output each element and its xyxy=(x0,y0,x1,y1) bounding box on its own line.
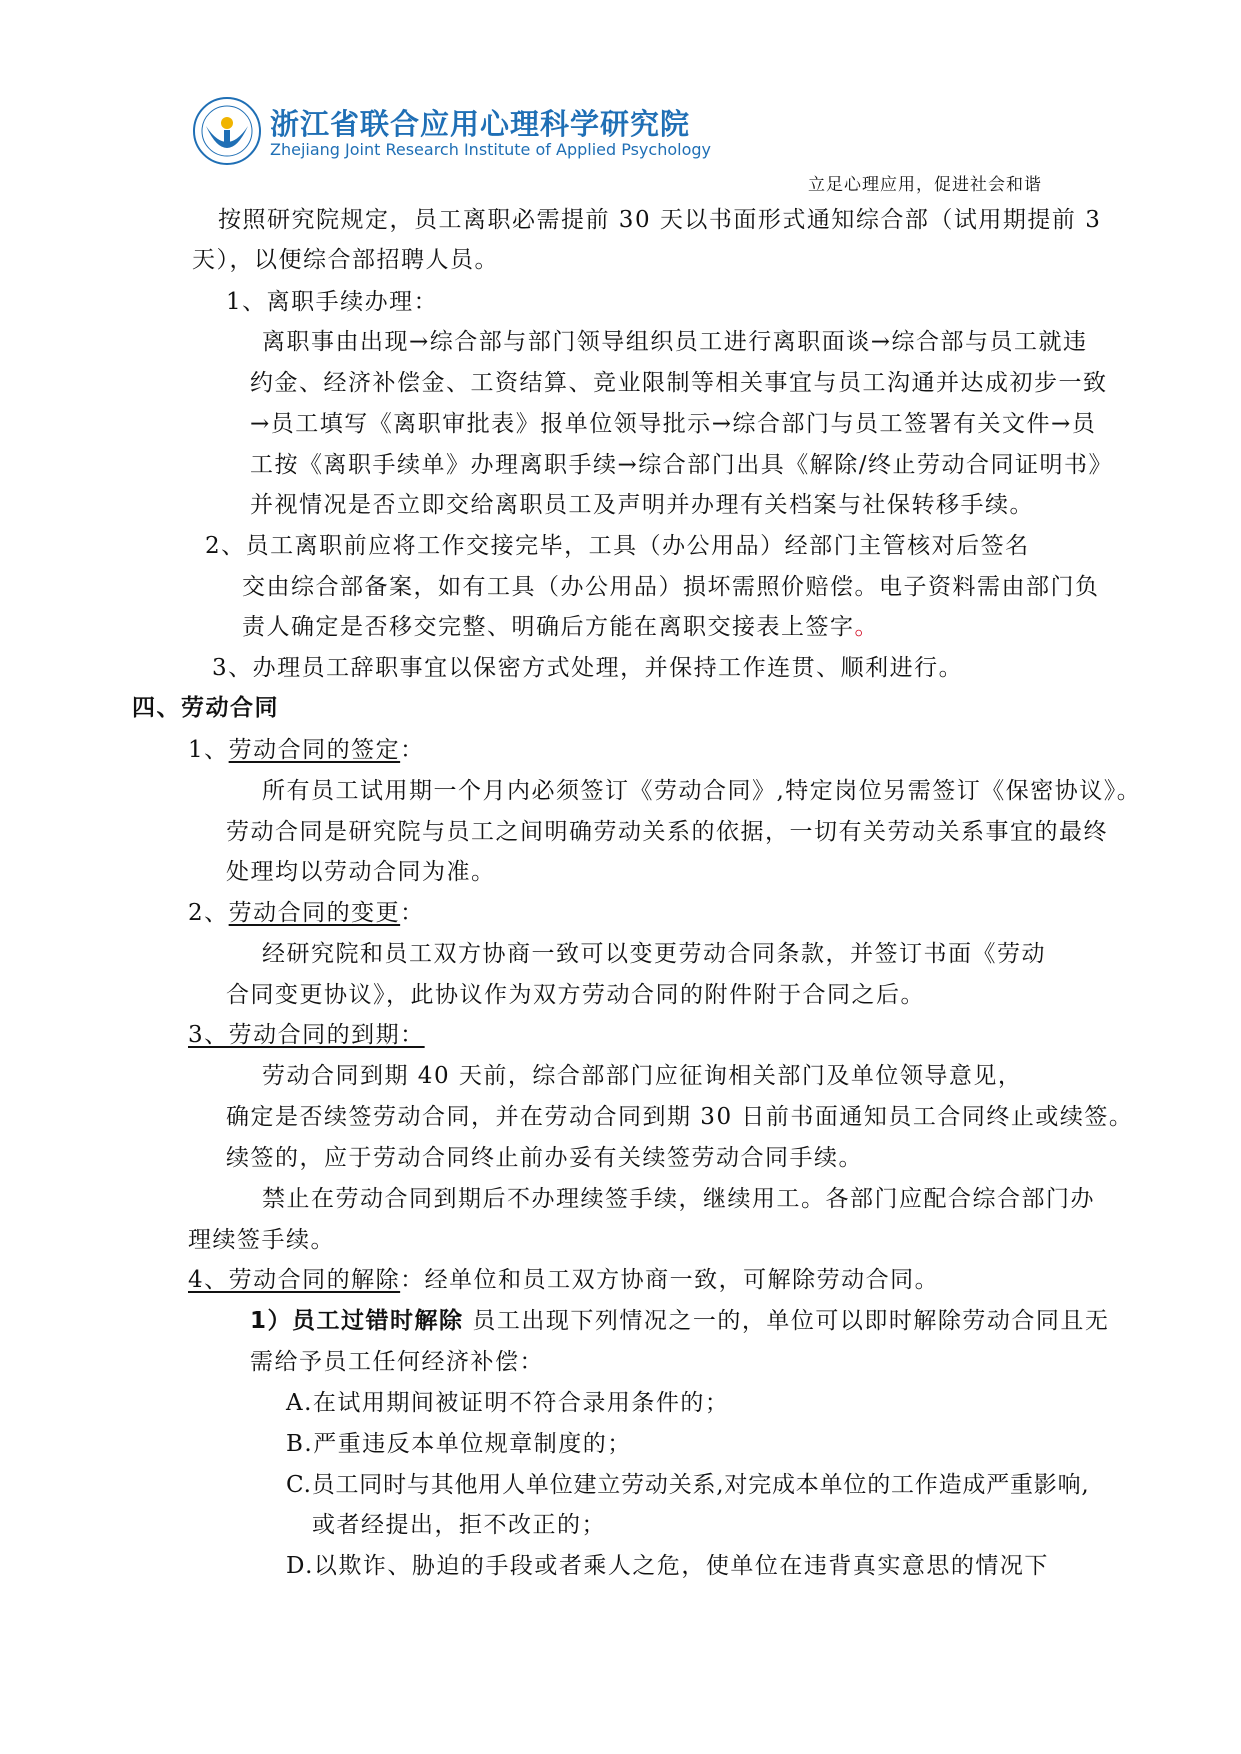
paragraph-text: 责人确定是否移交完整、明确后方能在离职交接表上签字 xyxy=(242,614,855,640)
subsection-number: 1、 xyxy=(188,737,229,763)
subsection-colon: ： xyxy=(400,737,425,763)
subsection-title xyxy=(188,898,425,928)
org-name-cn: 浙江省联合应用心理科学研究院 xyxy=(270,107,691,141)
subsection-text: ：经单位和员工双方协商一致，可解除劳动合同。 xyxy=(400,1267,940,1293)
chapter-title: 四、劳动合同 xyxy=(132,695,279,721)
paragraph-line: 交由综合部备案，如有工具（办公用品）损坏需照价赔偿。电子资料需由部门负 xyxy=(242,574,1100,600)
clause-heading: 1）员工过错时解除 xyxy=(250,1308,464,1334)
paragraph-line: 合同变更协议》，此协议作为双方劳动合同的附件附于合同之后。 xyxy=(226,982,925,1008)
paragraph-line: 3、办理员工辞职事宜以保密方式处理，并保持工作连贯、顺利进行。 xyxy=(212,655,964,681)
paragraph-line: 离职事由出现→综合部与部门领导组织员工进行离职面谈→综合部与员工就违 xyxy=(262,329,1088,355)
slogan: 立足心理应用，促进社会和谐 xyxy=(808,175,1042,195)
list-item: A.在试用期间被证明不符合录用条件的； xyxy=(286,1390,730,1416)
paragraph-line: 处理均以劳动合同为准。 xyxy=(226,859,496,885)
list-item-continuation: 或者经提出，拒不改正的； xyxy=(312,1512,606,1538)
subsection-title: 3、劳动合同的到期： xyxy=(188,1022,425,1048)
paragraph-line: 劳动合同到期 40 天前，综合部部门应征询相关部门及单位领导意见， xyxy=(262,1063,1023,1089)
paragraph-line: 理续签手续。 xyxy=(188,1227,335,1253)
psychology-emblem-icon xyxy=(192,96,262,166)
paragraph-line: 按照研究院规定，员工离职必需提前 30 天以书面形式通知综合部（试用期提前 3 xyxy=(218,207,1102,233)
red-mark: 。 xyxy=(854,614,879,640)
list-item: D.以欺诈、胁迫的手段或者乘人之危，使单位在违背真实意思的情况下 xyxy=(286,1553,1049,1579)
subsection-title xyxy=(188,735,425,765)
clause-text: 员工出现下列情况之一的，单位可以即时解除劳动合同且无 xyxy=(463,1308,1110,1334)
paragraph-line: 经研究院和员工双方协商一致可以变更劳动合同条款，并签订书面《劳动 xyxy=(262,941,1046,967)
list-item: B.严重违反本单位规章制度的； xyxy=(286,1431,632,1457)
paragraph-line: 工按《离职手续单》办理离职手续→综合部门出具《解除/终止劳动合同证明书》 xyxy=(250,452,1114,478)
paragraph-line: 天），以便综合部招聘人员。 xyxy=(192,247,499,273)
subsection-heading: 劳动合同的变更 xyxy=(228,900,401,926)
subsection-title xyxy=(188,1265,939,1295)
subsection-heading: 劳动合同的签定 xyxy=(228,737,401,763)
subsection-heading: 4、劳动合同的解除 xyxy=(188,1267,401,1293)
logo-emblem xyxy=(192,96,262,166)
paragraph-line: 需给予员工任何经济补偿： xyxy=(250,1349,544,1375)
paragraph-line xyxy=(242,612,879,642)
paragraph-line: 2、员工离职前应将工作交接完毕，工具（办公用品）经部门主管核对后签名 xyxy=(205,533,1030,559)
paragraph-line: 劳动合同是研究院与员工之间明确劳动关系的依据，一切有关劳动关系事宜的最终 xyxy=(226,819,1108,845)
paragraph-line: 约金、经济补偿金、工资结算、竞业限制等相关事宜与员工沟通并达成初步一致 xyxy=(250,370,1108,396)
paragraph-line: 确定是否续签劳动合同，并在劳动合同到期 30 日前书面通知员工合同终止或续签。 xyxy=(226,1104,1134,1130)
paragraph-line xyxy=(250,1306,1109,1336)
paragraph-line: 禁止在劳动合同到期后不办理续签手续，继续用工。各部门应配合综合部门办 xyxy=(262,1186,1095,1212)
list-item: C.员工同时与其他用人单位建立劳动关系,对完成本单位的工作造成严重影响, xyxy=(286,1472,1090,1498)
paragraph-line: 所有员工试用期一个月内必须签订《劳动合同》,特定岗位另需签订《保密协议》。 xyxy=(262,778,1142,804)
paragraph-line: 续签的，应于劳动合同终止前办妥有关续签劳动合同手续。 xyxy=(226,1145,863,1171)
subsection-colon: ： xyxy=(400,900,425,926)
paragraph-line: →员工填写《离职审批表》报单位领导批示→综合部门与员工签署有关文件→员 xyxy=(250,411,1097,437)
paragraph-line: 并视情况是否立即交给离职员工及声明并办理有关档案与社保转移手续。 xyxy=(250,492,1034,518)
section-title: 1、离职手续办理： xyxy=(226,289,439,315)
subsection-number: 2、 xyxy=(188,900,229,926)
org-name-en: Zhejiang Joint Research Institute of Applied Psychology xyxy=(270,140,711,159)
